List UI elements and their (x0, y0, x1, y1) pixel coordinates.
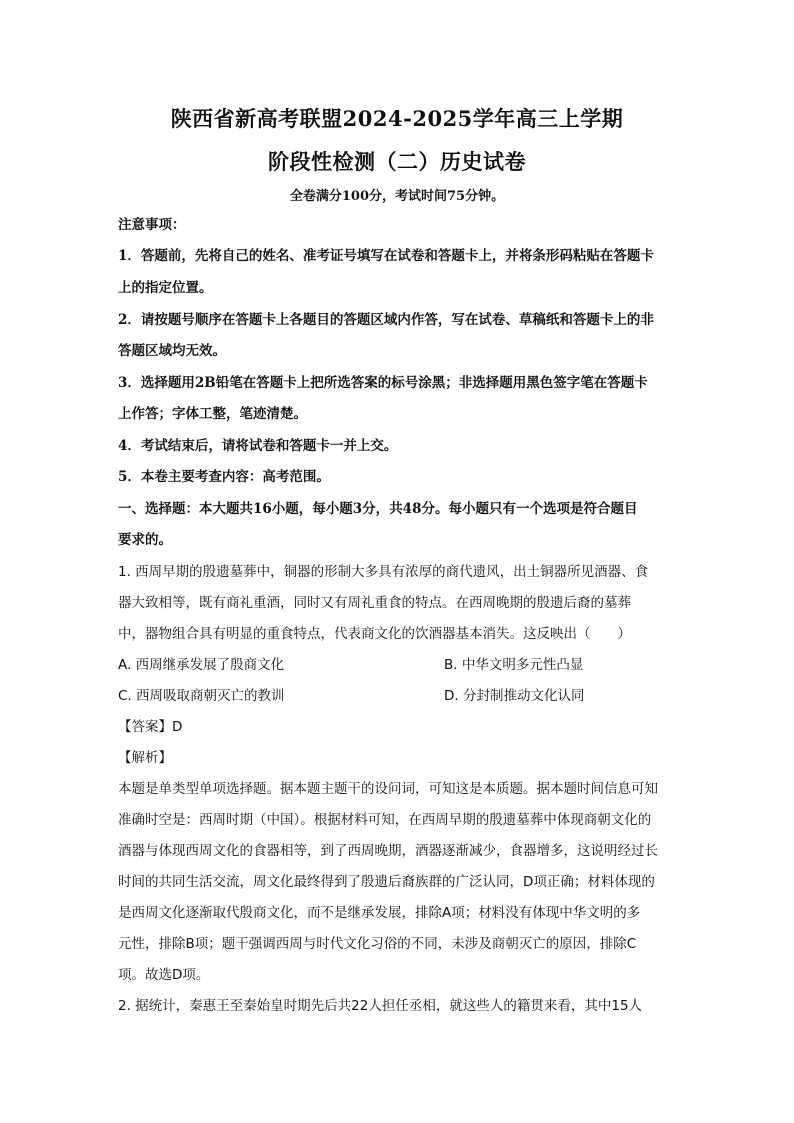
exam-subtitle: 全卷满分100分，考试时间75分钟。 (289, 189, 505, 204)
question1-analysis-line: 准确时空是：西周时期（中国）。根据材料可知，在西周早期的殷遗墓葬中体现商朝文化的 (118, 812, 652, 828)
question1-analysis-line: 项。故选D项。 (118, 967, 210, 983)
question1-analysis-label: 【解析】 (118, 750, 172, 766)
question1-option-c: C. 西周吸取商朝灭亡的教训 (118, 688, 285, 704)
notice-line: 答题区域均无效。 (118, 343, 226, 359)
question1-analysis-line: 元性，排除B项；题干强调西周与时代文化习俗的不同，未涉及商朝灭亡的原因，排除C (118, 936, 637, 952)
notice-line: 上作答；字体工整，笔迹清楚。 (118, 406, 307, 422)
question1-option-d: D. 分封制推动文化认同 (444, 688, 585, 704)
question1-option-b: B. 中华文明多元性凸显 (444, 657, 584, 673)
question1-analysis-line: 本题是单类型单项选择题。据本题主题干的设问词，可知这是本质题。据本题时间信息可知 (118, 781, 658, 797)
question1-analysis-line: 是西周文化逐渐取代殷商文化，而不是继承发展，排除A项；材料没有体现中华文明的多 (118, 905, 641, 921)
question2-stem: 2. 据统计，秦惠王至秦始皇时期先后共22人担任丞相，就这些人的籍贯来看，其中15人 (118, 998, 643, 1014)
notice-line: 上的指定位置。 (118, 280, 213, 296)
exam-title-line1: 陕西省新高考联盟2024-2025学年高三上学期 (170, 106, 624, 131)
notice-line: 5．本卷主要考查内容：高考范围。 (118, 469, 330, 485)
question1-stem: 1. 西周早期的殷遗墓葬中，铜器的形制大多具有浓厚的商代遗风，出土铜器所见酒器、食 (118, 564, 649, 580)
notice-heading: 注意事项： (118, 217, 186, 233)
notice-line: 4．考试结束后，请将试卷和答题卡一并上交。 (118, 438, 398, 454)
question1-stem: 中，器物组合具有明显的重食特点，代表商文化的饮酒器基本消失。这反映出（ ） (118, 626, 631, 642)
section-heading-cont: 要求的。 (118, 532, 172, 548)
question1-stem: 器大致相等，既有商礼重酒，同时又有周礼重食的特点。在西周晚期的殷遗后裔的墓葬 (118, 595, 631, 611)
notice-line: 1．答题前，先将自己的姓名、准考证号填写在试卷和答题卡上，并将条形码粘贴在答题卡 (118, 248, 654, 264)
notice-line: 2．请按题号顺序在答题卡上各题目的答题区域内作答，写在试卷、草稿纸和答题卡上的非 (118, 312, 654, 328)
exam-title-line2: 阶段性检测（二）历史试卷 (268, 149, 526, 174)
question1-analysis-line: 时间的共同生活交流，周文化最终得到了殷遗后裔族群的广泛认同，D项正确；材料体现的 (118, 874, 655, 890)
question1-option-a: A. 西周继承发展了殷商文化 (118, 657, 285, 673)
question1-analysis-line: 酒器与体现西周文化的食器相等，到了西周晚期，酒器逐渐减少，食器增多，这说明经过长 (118, 843, 658, 859)
section-heading: 一、选择题：本大题共16小题，每小题3分，共48分。每小题只有一个选项是符合题目 (118, 501, 638, 517)
question1-answer: 【答案】D (118, 719, 183, 735)
notice-line: 3．选择题用2B铅笔在答题卡上把所选答案的标号涂黑；非选择题用黑色签字笔在答题卡 (118, 375, 648, 391)
